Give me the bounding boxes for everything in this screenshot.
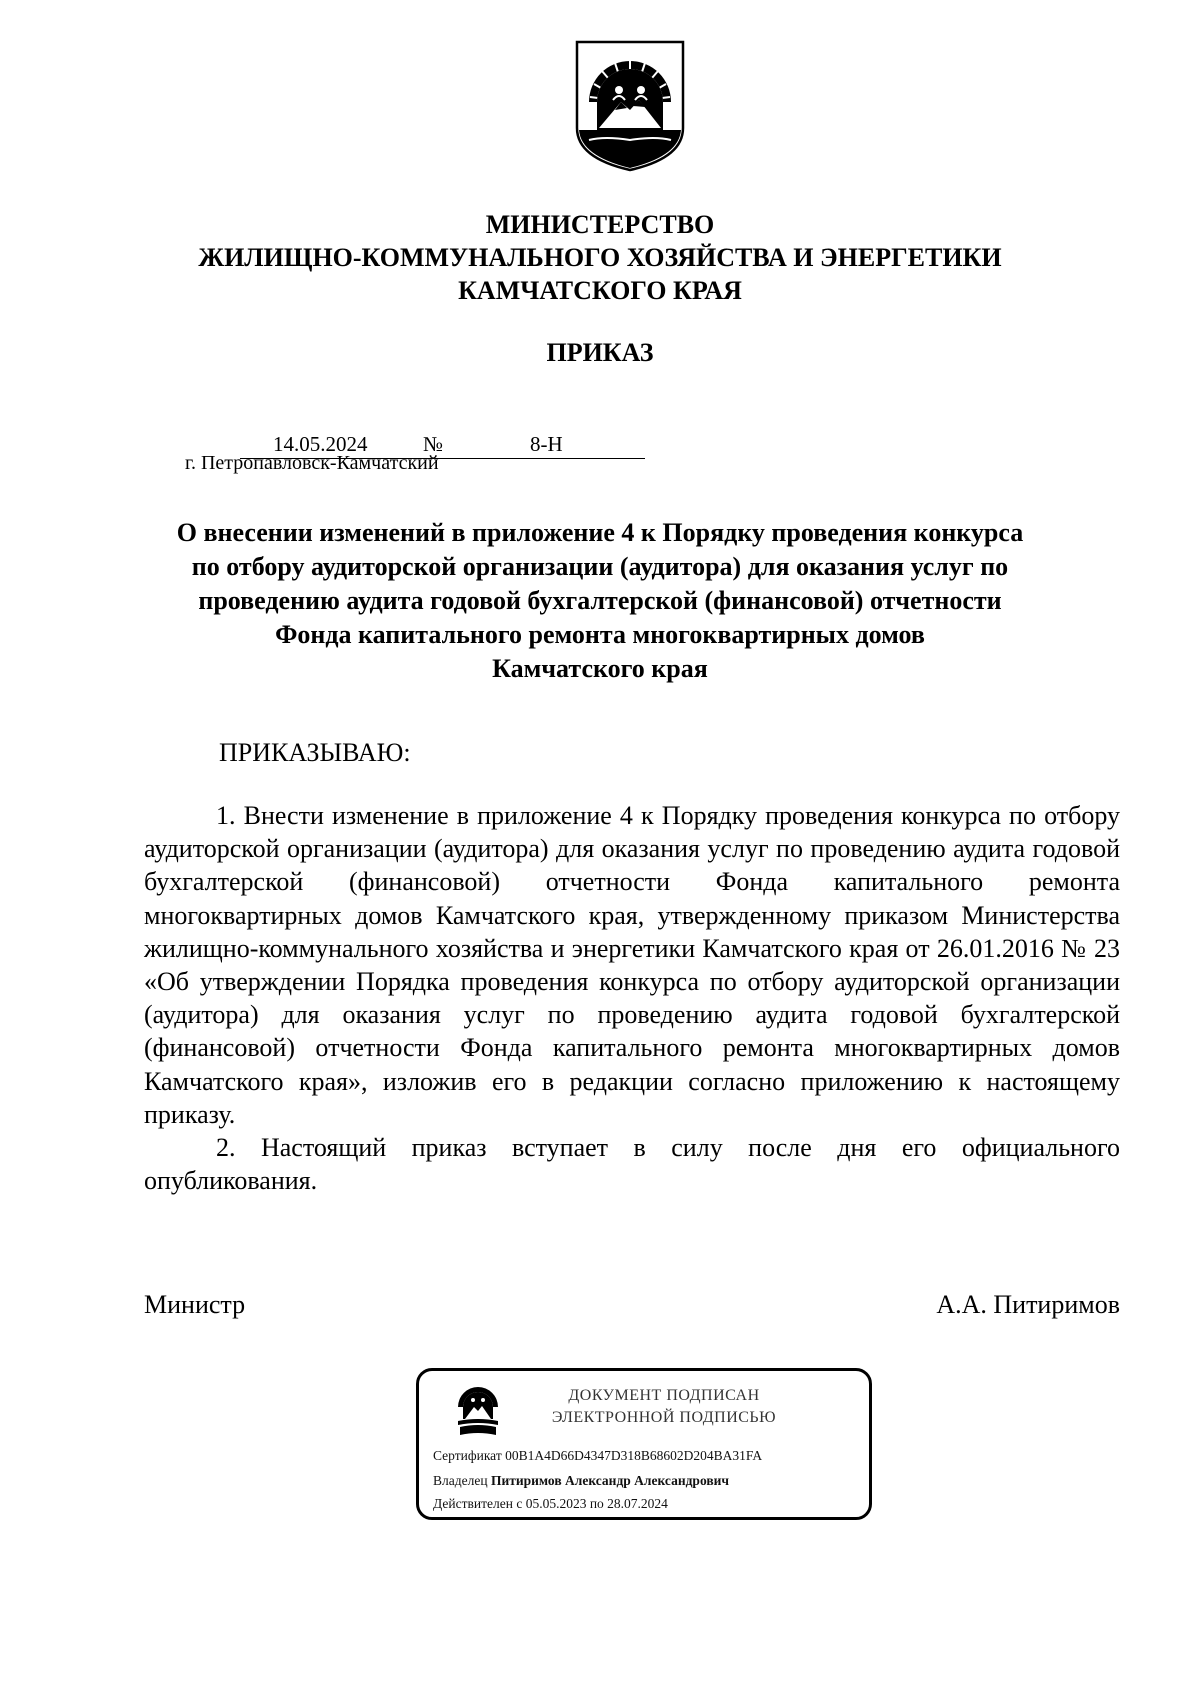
certificate-label: Сертификат xyxy=(433,1448,502,1463)
coat-of-arms-icon xyxy=(575,40,685,172)
stamp-heading-line: ЭЛЕКТРОННОЙ ПОДПИСЬЮ xyxy=(551,1409,777,1426)
subject-line: Камчатского края xyxy=(492,654,708,683)
validity-label: Действителен xyxy=(433,1496,513,1511)
stamp-validity xyxy=(433,1495,668,1513)
order-number: 8-Н xyxy=(530,432,563,456)
order-body xyxy=(144,799,1120,1197)
signatory-position: Министр xyxy=(144,1290,246,1319)
ministry-line: МИНИСТЕРСТВО xyxy=(485,210,715,239)
ministry-line: ЖИЛИЩНО-КОММУНАЛЬНОГО ХОЗЯЙСТВА И ЭНЕРГЕТИКИ xyxy=(198,243,1002,272)
document-type: ПРИКАЗ xyxy=(546,338,654,367)
order-date: 14.05.2024 xyxy=(273,432,368,456)
ministry-name xyxy=(0,208,1200,307)
signatory-name: А.А. Питиримов xyxy=(936,1290,1120,1319)
valid-to-date: 28.07.2024 xyxy=(607,1496,668,1511)
ministry-line: КАМЧАТСКОГО КРАЯ xyxy=(458,276,742,305)
subject-line: О внесении изменений в приложение 4 к Порядку проведения конкурса xyxy=(176,518,1024,547)
stamp-heading-line: ДОКУМЕНТ ПОДПИСАН xyxy=(568,1387,760,1404)
stamp-emblem-icon xyxy=(456,1387,500,1439)
paragraph-2: 2. Настоящий приказ вступает в силу после дня его официального опубликования. xyxy=(144,1133,1120,1196)
stamp-certificate xyxy=(433,1447,762,1465)
owner-value: Питиримов Александр Александрович xyxy=(490,1473,730,1488)
owner-label: Владелец xyxy=(433,1473,488,1488)
valid-from-label: с xyxy=(516,1496,523,1511)
subject-line: проведению аудита годовой бухгалтерской (финансовой) отчетности xyxy=(198,586,1002,615)
number-sign: № xyxy=(423,432,444,456)
subject-line: по отбору аудиторской организации (аудитора) для оказания услуг по xyxy=(191,552,1009,581)
order-directive: ПРИКАЗЫВАЮ: xyxy=(219,738,411,767)
stamp-heading xyxy=(514,1385,814,1429)
valid-to-label: по xyxy=(589,1496,604,1511)
electronic-signature-stamp xyxy=(416,1368,872,1520)
certificate-value: 00B1A4D66D4347D318B68602D204BA31FA xyxy=(505,1448,763,1463)
paragraph-1: 1. Внести изменение в приложение 4 к Порядку проведения конкурса по отбору аудиторской организации (аудитора) для оказания услуг по проведению аудита годовой бухгалтерской (финансовой) отчетности Фонда капитального ремонта многоквартирных домов Камчатского края, утвержденному приказом Министерства жилищно-коммунального хозяйства и энергетики Камчатского края от 26.01.2016 № 23 «Об утверждении Порядка проведения конкурса по отбору аудиторской организации (аудитора) для оказания услуг по проведению аудита годовой бухгалтерской (финансовой) отчетности Фонда капитального ремонта многоквартирных домов Камчатского края», изложив его в редакции согласно приложению к настоящему приказу. xyxy=(144,801,1120,1129)
valid-from-date: 05.05.2023 xyxy=(525,1496,587,1511)
order-subject xyxy=(0,516,1200,686)
subject-line: Фонда капитального ремонта многоквартирных домов xyxy=(275,620,925,649)
city-name: г. Петропавловск-Камчатский xyxy=(185,452,439,474)
stamp-owner xyxy=(433,1472,729,1490)
